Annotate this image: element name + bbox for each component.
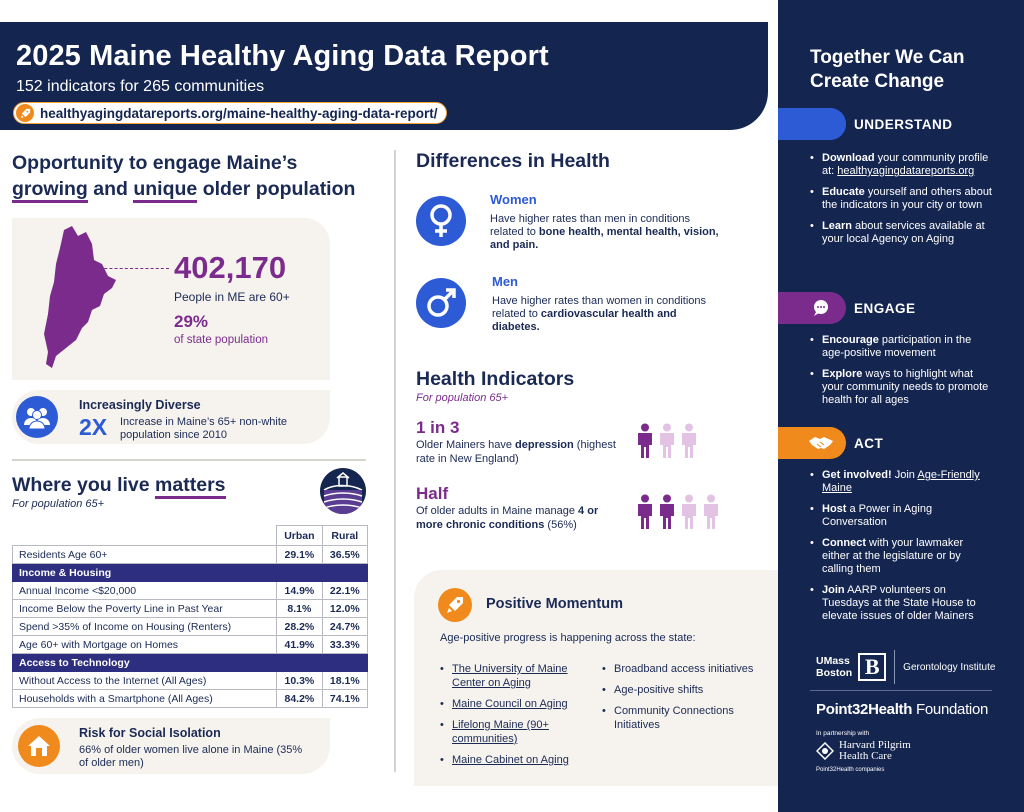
row-urban-value: 14.9% [277, 582, 322, 600]
row-rural-value: 24.7% [322, 618, 367, 636]
health-indicators-heading: Health Indicators [416, 368, 575, 390]
list-item [810, 537, 992, 576]
women-description [490, 213, 720, 252]
row-urban-value: 41.9% [277, 636, 322, 654]
gerontology-institute-text: Gerontology Institute [903, 661, 996, 673]
farmland-icon [320, 468, 366, 514]
report-title: 2025 Maine Healthy Aging Data Report [16, 40, 549, 72]
item-bold: Learn [822, 220, 852, 232]
list-item [810, 368, 992, 407]
item-bold: Get involved! [822, 469, 892, 481]
handshake-icon [808, 435, 834, 456]
link-maine-council-on-aging[interactable]: Maine Council on Aging [452, 698, 568, 710]
person-icon [636, 423, 654, 459]
diversity-title: Increasingly Diverse [79, 398, 201, 412]
chronic-bold: 4 or more chronic conditions [416, 505, 599, 531]
hp-line1: Harvard Pilgrim [839, 739, 911, 751]
isolation-description: 66% of older women live alone in Maine (35% of older men) [79, 744, 303, 769]
row-label: Age 60+ with Mortgage on Homes [13, 636, 277, 654]
diversity-description: Increase in Maine’s 65+ non-white population since 2010 [120, 416, 288, 441]
item-bold: Download [822, 152, 875, 164]
report-subtitle: 152 indicators for 265 communities [16, 78, 265, 95]
item-text: your community profile at: [822, 152, 989, 177]
isolation-title: Risk for Social Isolation [79, 726, 221, 740]
point32health-foundation-logo [816, 701, 988, 718]
table-row [13, 546, 368, 564]
table-row [13, 690, 368, 708]
state-population-label: of state population [174, 334, 268, 346]
act-label: ACT [854, 435, 884, 451]
map-connector-line [94, 268, 169, 269]
col-urban: Urban [277, 526, 322, 546]
chat-bubble-icon [812, 299, 830, 322]
maine-population-card [12, 218, 330, 380]
men-description [492, 295, 722, 334]
state-population-percent: 29% [174, 312, 209, 331]
men-description-bold: cardiovascular health and diabetes. [492, 308, 677, 333]
sidebar-title: Together We Can Create Change [810, 47, 965, 92]
umass-b-mark: B [858, 653, 886, 681]
heading-growing: growing [12, 178, 88, 203]
umass-line2: Boston [816, 667, 853, 679]
momentum-title: Positive Momentum [486, 596, 623, 612]
people-group-icon [16, 396, 58, 438]
female-symbol-icon [416, 196, 466, 246]
list-item [810, 334, 992, 360]
table-band-income-housing [13, 564, 368, 582]
opportunity-heading-line2 [12, 176, 355, 202]
row-rural-value: 22.1% [322, 582, 367, 600]
table-row [13, 672, 368, 690]
row-urban-value: 84.2% [277, 690, 322, 708]
item-bold: Join [822, 584, 845, 596]
row-urban-value: 28.2% [277, 618, 322, 636]
chronic-conditions-stat: Half [416, 484, 449, 503]
opportunity-heading-line1: Opportunity to engage Maine’s [12, 152, 298, 174]
person-icon [658, 494, 676, 530]
table-band-access-technology [13, 654, 368, 672]
table-row [13, 636, 368, 654]
column-divider [394, 150, 396, 772]
partnership-text: In partnership with [816, 730, 870, 737]
understand-list [810, 152, 992, 254]
chronic-conditions-description [416, 504, 626, 532]
p32-rest: Foundation [912, 701, 989, 718]
engage-label: ENGAGE [854, 300, 916, 316]
list-item [810, 469, 992, 495]
list-item [602, 704, 762, 732]
item-bold: Encourage [822, 334, 879, 346]
harvard-pilgrim-text [839, 740, 911, 762]
umass-text [816, 655, 852, 679]
person-icon [702, 494, 720, 530]
logo-divider [894, 650, 895, 684]
report-url-text: healthyagingdatareports.org/maine-healthy-aging-data-report/ [40, 105, 438, 121]
list-item [602, 662, 762, 676]
item-bold: Connect [822, 537, 866, 549]
depression-description [416, 438, 626, 466]
momentum-list-right [602, 662, 762, 739]
person-icon [680, 494, 698, 530]
row-label: Spend >35% of Income on Housing (Renters) [13, 618, 277, 636]
table-row [13, 618, 368, 636]
person-icon [658, 423, 676, 459]
house-icon [18, 725, 60, 767]
item-age-positive-shifts: Age-positive shifts [614, 684, 704, 696]
table-row [13, 582, 368, 600]
row-rural-value: 12.0% [322, 600, 367, 618]
population-60plus-number: 402,170 [174, 250, 287, 285]
action-sidebar [778, 0, 1024, 812]
heading-and: and [93, 178, 128, 200]
item-text: participation in the age-positive movement [822, 334, 972, 359]
list-item [810, 186, 992, 212]
list-item[interactable] [440, 697, 596, 711]
women-description-bold: bone health, mental health, vision, and pain. [490, 226, 719, 251]
depression-stat: 1 in 3 [416, 418, 460, 437]
heading-older-population: older population [202, 178, 356, 200]
item-text: ways to highlight what your community needs to promote health for all ages [822, 368, 989, 406]
link-lifelong-maine[interactable]: Lifelong Maine (90+ communities) [452, 719, 549, 745]
where-subheading: For population 65+ [12, 498, 105, 510]
link-healthyagingdatareports[interactable]: healthyagingdatareports.org [837, 165, 975, 177]
band-label: Income & Housing [13, 564, 368, 582]
umass-line1: UMass [816, 655, 850, 667]
depression-bold: depression [515, 439, 574, 451]
understand-band [778, 108, 1024, 140]
hp-line2: Health Care [839, 750, 892, 762]
report-url-link[interactable] [13, 102, 447, 124]
col-rural: Rural [322, 526, 367, 546]
list-item[interactable] [440, 718, 596, 746]
women-description-text: Have higher rates than men in conditions related to [490, 213, 690, 238]
men-description-text: Have higher rates than women in conditions related to [492, 295, 707, 320]
item-community-connections: Community Connections Initiatives [614, 705, 734, 731]
heading-unique: unique [133, 178, 197, 203]
link-age-friendly-maine[interactable]: Age-Friendly Maine [822, 469, 980, 494]
row-urban-value: 10.3% [277, 672, 322, 690]
social-isolation-card [12, 718, 330, 774]
section-divider [12, 459, 366, 461]
item-text: about services available at your local Agency on Aging [822, 220, 985, 245]
diversity-card [12, 390, 330, 444]
where-heading-matters: matters [155, 474, 225, 499]
depression-text: Older Mainers have [416, 439, 516, 451]
row-urban-value: 29.1% [277, 546, 322, 564]
list-item [810, 584, 992, 623]
link-umaine-center-on-aging[interactable]: The University of Maine Center on Aging [452, 663, 568, 689]
chronic-text: Of older adults in Maine manage [416, 505, 579, 517]
item-text: with your lawmaker either at the legislature or by calling them [822, 537, 964, 575]
list-item [602, 683, 762, 697]
health-indicators-subheading: For population 65+ [416, 392, 509, 404]
row-rural-value: 36.5% [322, 546, 367, 564]
list-item[interactable] [440, 662, 596, 690]
person-icon [636, 494, 654, 530]
rocket-icon [16, 104, 34, 122]
item-text: Join [891, 469, 918, 481]
harvard-pilgrim-logo [816, 740, 911, 762]
item-bold: Host [822, 503, 847, 515]
chronic-text-post: (56%) [544, 519, 577, 531]
act-band [778, 427, 1024, 459]
chronic-people-icons [636, 494, 720, 530]
row-label: Income Below the Poverty Line in Past Year [13, 600, 277, 618]
maine-map-icon [42, 224, 118, 374]
list-item[interactable] [440, 753, 596, 767]
table-header-row [13, 526, 368, 546]
understand-label: UNDERSTAND [854, 116, 953, 132]
row-rural-value: 18.1% [322, 672, 367, 690]
person-icon [680, 423, 698, 459]
row-label: Annual Income <$20,000 [13, 582, 277, 600]
rocket-icon [438, 588, 472, 622]
band-label: Access to Technology [13, 654, 368, 672]
momentum-list-left [440, 662, 596, 774]
harvard-pilgrim-icon [816, 742, 834, 760]
list-item [810, 503, 992, 529]
row-rural-value: 74.1% [322, 690, 367, 708]
diversity-stat: 2X [79, 414, 108, 440]
row-label: Residents Age 60+ [13, 546, 277, 564]
engage-list [810, 334, 992, 415]
list-item [810, 152, 992, 178]
table-header-blank [13, 526, 277, 546]
where-you-live-table [12, 525, 368, 708]
table-row [13, 600, 368, 618]
where-heading-text: Where you live [12, 474, 150, 496]
men-title: Men [492, 274, 518, 289]
where-heading [12, 474, 226, 497]
list-item [810, 220, 992, 246]
row-urban-value: 8.1% [277, 600, 322, 618]
row-label: Without Access to the Internet (All Ages) [13, 672, 277, 690]
point32health-companies-text: Point32Health companies [816, 767, 885, 773]
depression-people-icons [636, 423, 698, 459]
differences-heading: Differences in Health [416, 150, 610, 172]
opportunity-heading [12, 150, 355, 202]
p32-bold: Point32Health [816, 701, 913, 718]
positive-momentum-card [414, 570, 778, 786]
population-60plus-label: People in ME are 60+ [174, 290, 290, 304]
item-broadband: Broadband access initiatives [614, 663, 754, 675]
item-bold: Explore [822, 368, 863, 380]
act-list [810, 469, 992, 631]
report-header [0, 22, 768, 130]
umass-boston-logo [816, 650, 995, 684]
depression-text-post: (highest rate in New England) [416, 439, 616, 465]
link-maine-cabinet-on-aging[interactable]: Maine Cabinet on Aging [452, 754, 569, 766]
male-symbol-icon [416, 278, 466, 328]
row-label: Households with a Smartphone (All Ages) [13, 690, 277, 708]
row-rural-value: 33.3% [322, 636, 367, 654]
engage-band [778, 292, 1024, 324]
sidebar-divider [810, 690, 992, 691]
item-text: yourself and others about the indicators in your city or town [822, 186, 992, 211]
item-text: AARP volunteers on Tuesdays at the State House to elevate issues of older Mainers [822, 584, 976, 622]
item-bold: Educate [822, 186, 865, 198]
women-title: Women [490, 192, 537, 207]
item-text: a Power in Aging Conversation [822, 503, 933, 528]
momentum-description: Age-positive progress is happening across the state: [440, 632, 696, 644]
